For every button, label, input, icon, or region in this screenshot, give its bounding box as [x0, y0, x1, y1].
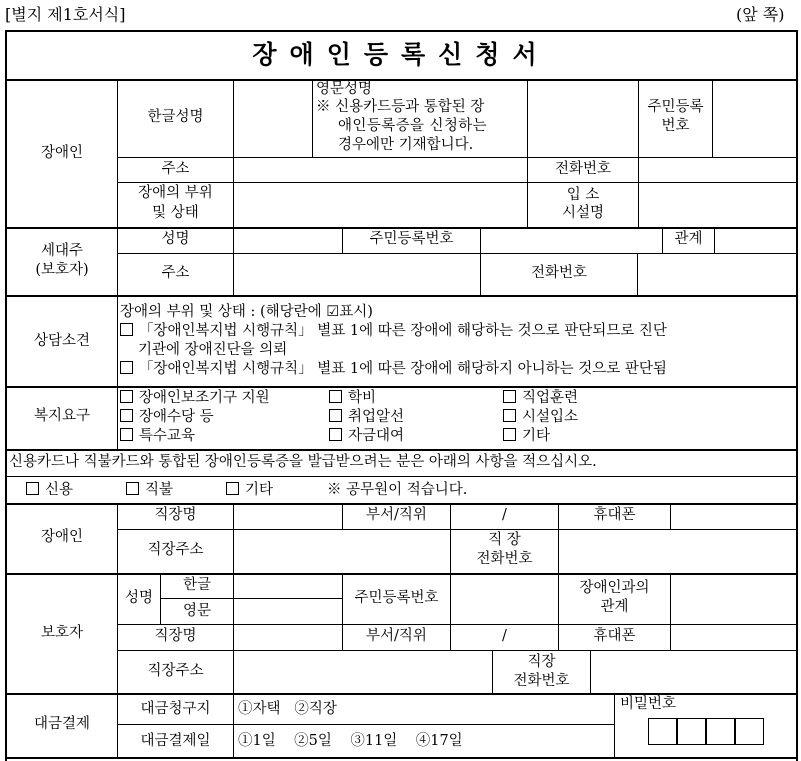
payment-date-label: 대금결제일 [140, 733, 211, 749]
household-rrn-label: 주민등록번호 [369, 231, 454, 247]
applicant-address-field[interactable] [234, 158, 526, 181]
welfare-checkbox[interactable] [120, 428, 133, 441]
pin-digit-box[interactable] [677, 718, 706, 745]
pin-digit-box[interactable] [735, 718, 764, 745]
guardian-relation-label-1: 장애인과의 [579, 580, 650, 596]
guardian-dept-slash[interactable]: / [502, 628, 507, 644]
work-applicant-mobile-label: 휴대폰 [593, 507, 636, 523]
card-type-checkbox[interactable] [226, 482, 239, 495]
official-note: ※ 공무원이 적습니다. [327, 482, 468, 498]
guardian-address-field[interactable] [234, 651, 491, 692]
work-applicant-workplace-field[interactable] [234, 504, 341, 528]
welfare-section-label: 복지요구 [33, 408, 91, 424]
card-type-debit[interactable] [126, 482, 173, 499]
welfare-checkbox[interactable] [503, 428, 516, 441]
form-title: 장애인등록신청서 [252, 40, 550, 69]
welfare-item-label: 직업훈련 [522, 390, 579, 406]
card-type-other[interactable] [226, 482, 273, 499]
work-applicant-workplace-label: 직장명 [154, 507, 197, 523]
welfare-item-label: 장애인보조기구 지원 [139, 390, 270, 406]
consult-section-label: 상담소견 [33, 333, 91, 349]
household-relation-label: 관계 [674, 231, 703, 247]
welfare-item-facility[interactable] [503, 409, 578, 426]
household-name-field[interactable] [234, 228, 341, 252]
welfare-item-label: 취업알선 [348, 409, 405, 425]
guardian-english-field[interactable] [234, 599, 341, 623]
korean-name-field[interactable] [234, 80, 311, 156]
welfare-item-special-edu[interactable] [120, 428, 195, 445]
welfare-checkbox[interactable] [329, 428, 342, 441]
household-address-label: 주소 [161, 265, 190, 281]
english-name-note-3: 경우에만 기재합니다. [338, 137, 474, 153]
guardian-korean-label: 한글 [182, 577, 211, 593]
guardian-relation-field[interactable] [671, 574, 796, 623]
household-rrn-field[interactable] [481, 228, 661, 252]
welfare-checkbox[interactable] [329, 390, 342, 403]
english-name-note-2: 애인등록증을 신청하는 [338, 118, 488, 134]
card-type-credit[interactable] [26, 482, 73, 499]
household-name-label: 성명 [161, 231, 190, 247]
household-section-label-2: (보호자) [35, 262, 89, 278]
consult-option-1-text: 「장애인복지법 시행규칙」 별표 1에 따른 장애에 해당하는 것으로 판단되므로 진단 [139, 323, 667, 339]
guardian-mobile-field[interactable] [671, 625, 796, 649]
consult-option-1[interactable] [120, 323, 667, 340]
welfare-item-label: 시설입소 [522, 409, 579, 425]
card-type-label: 기타 [245, 482, 274, 498]
work-applicant-phone-field[interactable] [559, 530, 796, 572]
welfare-item-label: 장애수당 등 [139, 409, 214, 425]
applicant-phone-label: 전화번호 [554, 161, 612, 177]
welfare-item-label: 자금대여 [348, 428, 405, 444]
consult-checkbox-1[interactable] [120, 323, 133, 336]
guardian-phone-label-2: 전화번호 [513, 673, 570, 689]
work-applicant-section-label: 장애인 [40, 529, 84, 545]
card-type-label: 신용 [45, 482, 74, 498]
welfare-item-loan[interactable] [329, 428, 404, 445]
pin-label: 비밀번호 [620, 696, 677, 712]
work-applicant-phone-label-2: 전화번호 [476, 551, 533, 567]
korean-name-label: 한글성명 [147, 109, 204, 125]
form-number-label: [별지 제1호서식] [5, 5, 126, 24]
applicant-rrn-field[interactable] [713, 80, 796, 156]
guardian-workplace-label: 직장명 [154, 628, 197, 644]
welfare-checkbox[interactable] [503, 409, 516, 422]
household-phone-field[interactable] [638, 254, 796, 294]
welfare-checkbox[interactable] [503, 390, 516, 403]
welfare-checkbox[interactable] [329, 409, 342, 422]
consult-option-2[interactable] [120, 361, 667, 378]
payment-date-options[interactable]: ①1일 ②5일 ③11일 ④17일 [238, 733, 463, 749]
facility-field[interactable] [639, 183, 796, 226]
welfare-item-label: 특수교육 [139, 428, 196, 444]
welfare-item-allowance[interactable] [120, 409, 214, 426]
welfare-item-label: 학비 [348, 390, 377, 406]
pin-digit-box[interactable] [648, 718, 677, 745]
page-side-label: (앞 쪽) [736, 5, 785, 24]
welfare-item-tuition[interactable] [329, 390, 376, 407]
english-name-label: 영문성명 [316, 81, 373, 97]
work-applicant-address-field[interactable] [234, 530, 449, 572]
work-applicant-mobile-field[interactable] [671, 504, 796, 528]
household-phone-label: 전화번호 [530, 265, 588, 281]
guardian-phone-field[interactable] [591, 651, 796, 692]
pin-digit-box[interactable] [706, 718, 735, 745]
welfare-item-label: 기타 [522, 428, 551, 444]
guardian-name-label: 성명 [124, 590, 153, 606]
english-name-field[interactable] [528, 80, 637, 156]
consult-checkbox-2[interactable] [120, 361, 133, 374]
guardian-english-label: 영문 [182, 603, 211, 619]
guardian-rrn-label: 주민등록번호 [354, 590, 439, 606]
facility-label-1: 입 소 [566, 187, 600, 203]
work-applicant-phone-label-1: 직 장 [488, 532, 521, 548]
welfare-checkbox[interactable] [120, 390, 133, 403]
english-name-note-1: ※ 신용카드등과 통합된 장 [316, 99, 485, 115]
household-relation-field[interactable] [715, 228, 796, 252]
billing-address-label: 대금청구지 [140, 701, 211, 717]
household-address-field[interactable] [234, 254, 479, 294]
guardian-relation-label-2: 관계 [600, 599, 629, 615]
welfare-checkbox[interactable] [120, 409, 133, 422]
applicant-phone-field[interactable] [639, 158, 796, 181]
consult-line-1: 장애의 부위 및 상태 : (해당란에 ☑표시) [120, 304, 373, 320]
consult-option-2-text: 「장애인복지법 시행규칙」 별표 1에 따른 장애에 해당하지 아니하는 것으로 판단됨 [139, 361, 667, 377]
welfare-item-training[interactable] [503, 390, 578, 407]
welfare-item-other[interactable] [503, 428, 550, 445]
guardian-dept-label: 부서/직위 [366, 628, 427, 644]
billing-options[interactable]: ①자택 ②직장 [238, 701, 337, 717]
welfare-item-aid[interactable] [120, 390, 270, 407]
guardian-korean-field[interactable] [234, 574, 341, 597]
card-notice: 신용카드나 직불카드와 통합된 장애인등록증을 발급받으려는 분은 아래의 사항을 적으십시오. [9, 454, 597, 470]
card-type-label: 직불 [145, 482, 174, 498]
work-applicant-address-label: 직장주소 [147, 542, 204, 558]
card-type-checkbox[interactable] [126, 482, 139, 495]
guardian-rrn-field[interactable] [451, 574, 557, 623]
applicant-address-label: 주소 [161, 161, 190, 177]
disability-label-1: 장애의 부위 [138, 185, 213, 201]
applicant-rrn-label-1: 주민등록 [647, 99, 704, 115]
guardian-section-label: 보호자 [40, 625, 84, 641]
facility-label-2: 시설명 [561, 205, 605, 221]
payment-section-label: 대금결제 [33, 716, 91, 732]
welfare-item-employment[interactable] [329, 409, 404, 426]
guardian-address-label: 직장주소 [147, 663, 204, 679]
household-section-label-1: 세대주 [40, 243, 84, 259]
guardian-mobile-label: 휴대폰 [593, 628, 636, 644]
work-applicant-dept-slash[interactable]: / [502, 507, 507, 523]
guardian-workplace-field[interactable] [234, 625, 341, 649]
disability-label-2: 및 상태 [152, 205, 199, 221]
disability-field[interactable] [234, 183, 526, 226]
applicant-rrn-label-2: 번호 [661, 118, 690, 134]
work-applicant-dept-label: 부서/직위 [366, 507, 427, 523]
card-type-checkbox[interactable] [26, 482, 39, 495]
applicant-section-label: 장애인 [40, 145, 84, 161]
consult-line-3: 기관에 장애진단을 의뢰 [138, 342, 288, 358]
guardian-phone-label-1: 직장 [527, 654, 556, 670]
